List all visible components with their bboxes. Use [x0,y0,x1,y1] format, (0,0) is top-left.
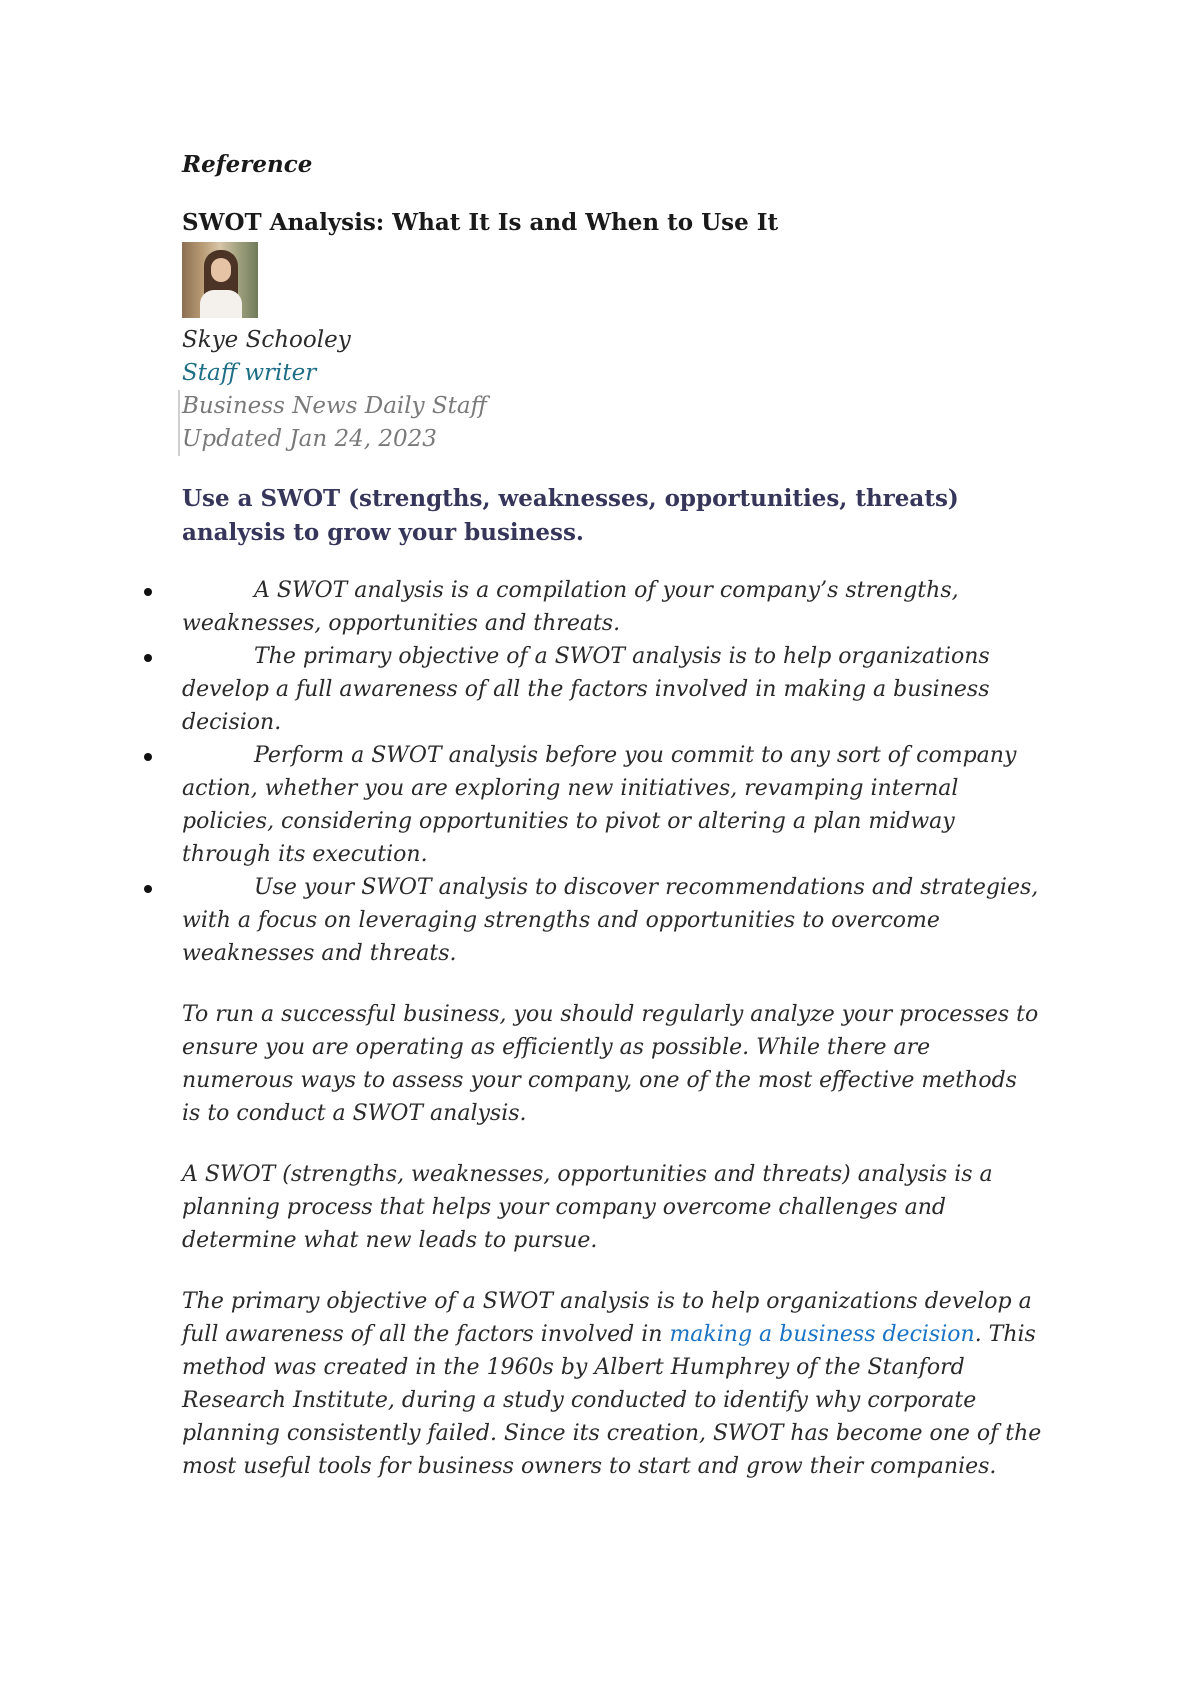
body-paragraph-2: A SWOT (strengths, weaknesses, opportunities and threats) analysis is a planning process that helps your company overcome challenges and determine what new leads to pursue. [182,1162,993,1253]
list-item-text: Perform a SWOT analysis before you commit to any sort of company action, whether you are exploring new initiatives, revamping internal policies, considering opportunities to pivot or altering a plan midway through its execution. [182,743,1017,867]
author-name: Skye Schooley [182,327,351,353]
article-title: SWOT Analysis: What It Is and When to Use It [182,209,779,236]
list-item [182,739,1042,871]
bullet-icon [144,654,152,662]
making-a-business-decision-link[interactable]: making a business decision [669,1322,975,1347]
author-photo-face [211,258,231,282]
bullet-icon [144,588,152,596]
bullet-icon [144,885,152,893]
publication-name: Business News Daily Staff [182,393,487,419]
author-photo-shirt [200,290,242,318]
list-item [182,574,1042,640]
byline [182,324,1042,456]
article-subheading: Use a SWOT (strengths, weaknesses, opportunities, threats) analysis to grow your business. [182,485,959,546]
list-item [182,871,1042,970]
reference-label: Reference [182,151,313,178]
list-item-text: The primary objective of a SWOT analysis is to help organizations develop a full awareness of all the factors involved in making a business decision. [182,644,990,735]
body-paragraph-1: To run a successful business, you should regularly analyze your processes to ensure you are operating as efficiently as possible. While there are numerous ways to assess your company, one of the most effective methods is to conduct a SWOT analysis. [182,1002,1039,1126]
paragraph-text: The primary objective of a SWOT analysis is to help organizations develop a full awareness of all the factors involved in [182,1289,1032,1347]
key-takeaways-list [182,574,1042,970]
updated-date: Updated Jan 24, 2023 [182,426,437,452]
bullet-icon [144,753,152,761]
list-item-text: Use your SWOT analysis to discover recommendations and strategies, with a focus on leveraging strengths and opportunities to overcome weaknesses and threats. [182,875,1039,966]
body-paragraph-3 [182,1285,1042,1483]
list-item [182,640,1042,739]
paragraph-text: . This method was created in the 1960s by Albert Humphrey of the Stanford Research Institute, during a study conducted to identify why corporate planning consistently failed. Since its creation, SWOT has become one of the most useful tools for business owners to start and grow their companies. [182,1322,1042,1479]
author-photo [182,242,258,318]
author-role: Staff writer [182,360,317,386]
author-meta [178,390,1042,456]
list-item-text: A SWOT analysis is a compilation of your company’s strengths, weaknesses, opportunities and threats. [182,578,959,636]
document-page [182,140,1042,1483]
